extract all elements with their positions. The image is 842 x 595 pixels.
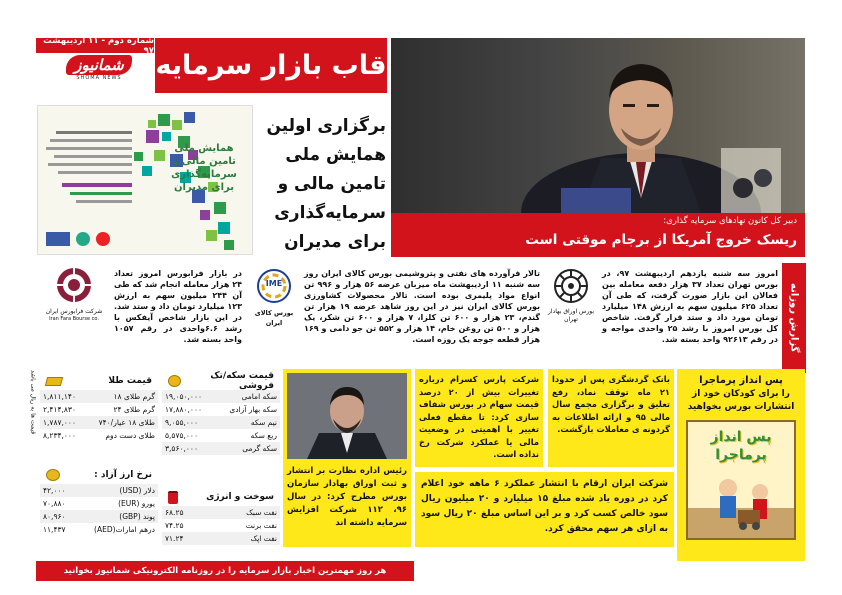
main-photo-caption[interactable]	[391, 213, 805, 257]
row-label: نفت سبک	[209, 506, 280, 519]
gold-header	[40, 372, 158, 390]
farabourse-logo-en: Iran Fara Bourse co.	[49, 316, 99, 322]
gold-price-panel	[40, 372, 158, 442]
row-value: ۵,۵۷۵,۰۰۰	[165, 431, 198, 440]
caption-headline: ریسک خروج آمریکا از برجام موقتی است	[525, 232, 797, 248]
table-row	[162, 532, 280, 545]
main-photo	[391, 38, 805, 213]
news-ime[interactable]: تالار فرآورده های نفتی و پتروشیمی بورس کالای ایران روز سه شنبه ۱۱ اردیبهشت ماه میزبان عرضه ۵۶ هزار و ۹۹۶ تن انواع مواد پلیمری بوده است. تالار محصولات کشاورزی بورس کالای ایران نیز در این روز شاهد عرضه ۱۹ هزار تن گندم، ۲۳ هزار و ۶۰۰ تن کلزا، ۷ هزار و ۶۰۰ تن شکر، یک هزار و ۵۰۰ تن روغن خام، ۱۴ هزار و ۵۵۲ تن جو دامی و ۱۶۹ هزار قطعه جوجه یک روزه است.	[304, 269, 541, 344]
row-label: نفت برنت	[245, 521, 277, 530]
row-label: یورو (EUR)	[118, 499, 155, 508]
table-row	[40, 403, 158, 416]
coin-header	[162, 372, 280, 390]
book-cover-title: پس انداز پرماجرا	[710, 429, 772, 463]
footer-banner[interactable]	[36, 561, 414, 581]
row-label: طلای ۱۸ عیار/۷۴۰	[85, 416, 158, 429]
person-figure	[287, 373, 407, 459]
row-value: ۲,۴۱۴,۸۳۰	[43, 405, 76, 414]
fuel-panel	[162, 488, 280, 545]
side-label-text: گزارش روزانه	[788, 283, 800, 353]
book-ad-text: را برای کودکان خود از انتشارات بورس بخواهید	[687, 389, 795, 412]
row-label: گرم طلای ۲۴	[113, 405, 155, 414]
row-value: ۱,۷۸۷,۰۰۰	[40, 416, 85, 429]
fuel-title: سوخت و انرژی	[206, 492, 274, 502]
row-label: سکه امامی	[215, 390, 281, 403]
iran-argham-news-text: شرکت ایران ارقام با انتشار عملکرد ۶ ماهه خود اعلام کرد در دوره یاد شده مبلغ ۱۵ میلیارد و ۲۰ میلیون ریال سود خالص کسب کرد و بر این اساس مبلغ ۲۰ ریال سود به ازای هر سهم محقق کرد.	[421, 479, 668, 534]
coin-icon	[46, 469, 60, 481]
table-row	[40, 510, 158, 523]
coin-title: قیمت سکه/تک فروشی	[210, 371, 274, 391]
row-value: ۱,۸۱۱,۱۴۰	[40, 390, 85, 403]
table-row	[162, 390, 280, 403]
footer-text: هر روز مهمترین اخبار بازار سرمایه را در روزنامه الکترونیکی شمانیوز بخوانید	[63, 566, 387, 576]
row-value: ۴۲,۰۰۰	[40, 484, 75, 497]
caption-small: دبیر کل کانون نهادهای سرمایه گذاری:	[663, 216, 797, 226]
speaker-figure	[391, 38, 805, 213]
farabourse-emblem	[55, 266, 93, 304]
poster-sponsor-logos	[46, 232, 110, 246]
book-ad-title: پس انداز پرماجرا	[699, 375, 783, 386]
row-label: دلار (USD)	[75, 484, 158, 497]
currency-table	[40, 484, 158, 536]
row-value: ۷۱.۲۴	[162, 532, 209, 545]
conference-headline[interactable]: برگزاری اولین همایش ملی تامین مالی و سرمایه‌گذاری برای مدیران	[266, 116, 386, 252]
gold-title: قیمت طلا	[108, 376, 152, 386]
table-row	[162, 506, 280, 519]
book-illustration	[688, 458, 796, 538]
news-tehran-exchange[interactable]: امروز سه شنبه یازدهم اردیبهشت ۹۷، در بورس تهران تعداد ۳۷ هزار دفعه معامله بین فعالان این بازار صورت گرفت، که طی آن تعداد ۶۲۵ میلیون سهم به ارزش ۱۴۸ میلیارد تومان مورد داد و ستد قرار گرفت. شاخص کل بورس امروز با رشد ۲۵ واحدی مواجه و در رقم ۹۲۶۱۳ واحد بسته شد.	[602, 269, 779, 344]
page-title	[155, 38, 387, 93]
row-value: ۶۸.۲۵	[162, 506, 209, 519]
fuel-table	[162, 506, 280, 545]
table-row	[162, 442, 280, 455]
row-label: سکه گرمی	[215, 442, 281, 455]
coin-stack-icon	[168, 375, 181, 387]
coin-table	[162, 390, 280, 455]
row-value: ۷۰,۸۸۰	[43, 499, 66, 508]
currency-title: نرخ ارز آزاد :	[94, 470, 152, 480]
person-news-box[interactable]	[283, 369, 411, 547]
book-cover	[686, 420, 796, 540]
logo-text: شمانیوز	[66, 55, 132, 75]
news-farabourse[interactable]: در بازار فرابورس امروز تعداد ۲۴ هزار معامله انجام شد که طی آن ۲۴۴ میلیون سهم به ارزش ۱۲۳ میلیارد تومان داد و ستد شد. در این بازار شاخص آیفکس با رشد ۶.۶واحدی در رقم ۱۰۵۷ واحد بسته شد.	[114, 269, 242, 344]
table-row	[162, 416, 280, 429]
tehran-exchange-emblem	[553, 268, 589, 304]
row-label: نفت اپک	[209, 532, 280, 545]
coin-price-panel	[162, 372, 280, 455]
parsa-news-text: شرکت پارس کسرام درباره تغییرات بیش از ۲۰ درصد قیمت سهام در بورس شفاف سازی کرد: تا مقطع فعلی تغییر با اهمیتی در وضعیت مالی یا عملکرد شرکت رخ نداده است.	[419, 374, 539, 459]
currency-panel	[40, 466, 158, 536]
row-label: پوند (GBP)	[75, 510, 158, 523]
tehran-exchange-logo-text: بورس اوراق بهادار تهران	[547, 308, 595, 323]
conference-poster	[37, 105, 253, 255]
person-photo	[287, 373, 407, 459]
side-currency-label	[28, 369, 38, 435]
row-value: ۱۱,۴۳۷	[43, 525, 66, 534]
farabourse-logo-text: شرکت فرابورس ایران	[45, 308, 103, 315]
row-label: درهم امارات(AED)	[94, 525, 155, 534]
logo-subtitle: SHOMA NEWS	[76, 75, 122, 81]
bank-news-text: بانک گردشگری پس از حدودا ۲۱ ماه توقف نماد، رفع تعلیق و برگزاری مجمع سال مالی ۹۵ و ارائه اطلاعات به گردونه ی معاملات بازگشت.	[552, 374, 670, 434]
table-row	[40, 523, 158, 536]
gold-table	[40, 390, 158, 442]
book-ad-box[interactable]	[677, 369, 805, 561]
issue-date-bar: شماره دوم - ۱۱ اردیبهشت ۹۷	[36, 38, 154, 53]
row-value: ۷۴.۲۵	[165, 521, 184, 530]
gold-bar-icon	[45, 377, 63, 386]
oil-barrel-icon	[168, 491, 178, 504]
side-currency-label-text: قیمت ها به ریال می باشد	[29, 369, 37, 435]
row-value: ۸,۲۳۴,۰۰۰	[43, 431, 76, 440]
site-logo[interactable]	[56, 55, 142, 89]
row-label: سکه بهار آزادی	[229, 405, 277, 414]
farabourse-logo	[38, 266, 110, 322]
row-value: ۱۹,۰۵۰,۰۰۰	[162, 390, 215, 403]
row-value: ۸۰,۹۶۰	[40, 510, 75, 523]
side-label-daily-report	[782, 263, 806, 373]
row-value: ۱۷,۸۸۰,۰۰۰	[165, 405, 202, 414]
table-row	[162, 403, 280, 416]
table-row	[40, 390, 158, 403]
row-value: ۹,۰۵۵,۰۰۰	[162, 416, 215, 429]
row-label: نیم سکه	[215, 416, 281, 429]
iran-argham-news-box[interactable]	[415, 472, 674, 547]
person-news-text: رئیس اداره نظارت بر انتشار و ثبت اوراق بهادار سازمان بورس مطرح کرد: در سال ۹۶، ۱۱۲ شرکت افزایش سرمایه داشته اند	[287, 466, 407, 528]
table-row	[162, 519, 280, 532]
table-row	[40, 497, 158, 510]
fuel-header	[162, 488, 280, 506]
parsa-news-box[interactable]	[415, 369, 543, 467]
row-label: ربع سکه	[250, 431, 277, 440]
table-row	[40, 416, 158, 429]
table-row	[40, 429, 158, 442]
currency-header	[40, 466, 158, 484]
row-label: گرم طلای ۱۸	[85, 390, 158, 403]
table-row	[162, 429, 280, 442]
ime-logo-text: بورس کالای ایران	[254, 309, 294, 327]
ime-logo	[246, 268, 302, 328]
bank-news-box[interactable]	[548, 369, 674, 467]
row-label: طلای دست دوم	[105, 431, 155, 440]
table-row	[40, 484, 158, 497]
poster-title: همایش ملی تامین مالی و سرمایه‌گذاری برای مدیران	[171, 143, 237, 193]
page-title-text: قاب بازار سرمایه	[155, 50, 387, 81]
tehran-exchange-logo	[544, 268, 598, 324]
ime-logo-en: IME	[265, 279, 283, 288]
row-value: ۳,۵۶۰,۰۰۰	[162, 442, 215, 455]
poster-text-lines	[46, 126, 132, 203]
